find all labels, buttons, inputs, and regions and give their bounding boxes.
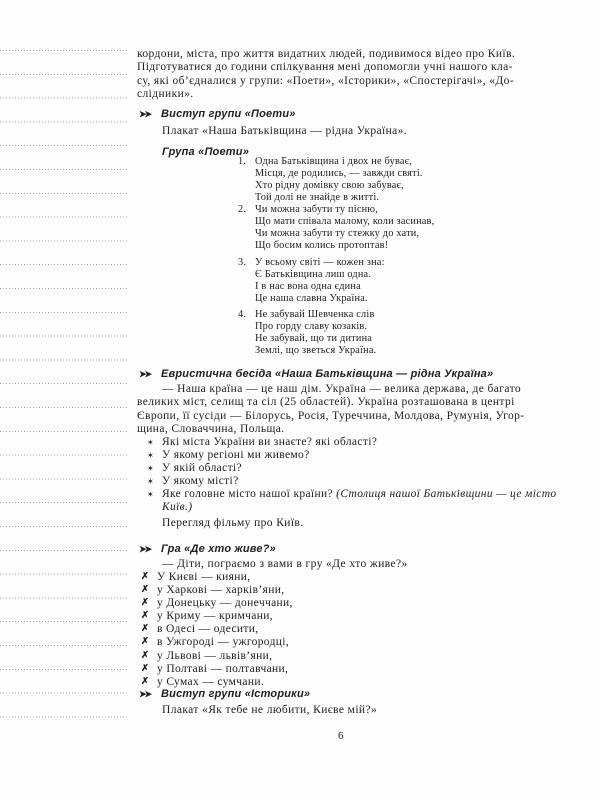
- star-bullet-icon: ✶: [147, 438, 155, 447]
- section-heading-historians: [137, 688, 589, 701]
- question-item: [137, 488, 589, 514]
- question-text: У якій області?: [162, 462, 242, 475]
- paragraph-line: Підготуватися до години спілкування мені допомогли учні нашого кла-: [137, 61, 513, 74]
- section-heading-poets: [137, 108, 589, 121]
- list-item-text: у Полтаві — полтавчани,: [157, 662, 289, 675]
- section-title: Виступ групи «Історики»: [161, 688, 311, 700]
- x-mark-icon: ✗: [141, 650, 150, 661]
- verse-text: Одна Батьківщина і двох не буває,: [255, 156, 413, 167]
- star-bullet-icon: ✶: [147, 464, 155, 474]
- verse-line: Місця, де родились, — завжди святі.: [255, 167, 423, 179]
- paragraph-line: великих міст, селищ та сіл (25 областей). Україна розташована в центрі: [137, 396, 515, 409]
- list-item-text: у Харкові — харків’яни,: [157, 584, 285, 597]
- verse-line: Землі, що зветься Україна.: [255, 344, 377, 356]
- question-text: У якому регіоні ми живемо?: [162, 449, 310, 462]
- verse-text: Не забувай Шевченка слів: [255, 309, 375, 320]
- stanza-number: 1.: [238, 156, 247, 167]
- poem-stanza: [238, 309, 568, 356]
- list-item-text: у Криму — кримчани,: [157, 610, 273, 623]
- list-item-text: в Одесі — одесити,: [157, 623, 259, 636]
- verse-line: Що мати співала малому, коли засинав,: [255, 215, 435, 227]
- question-item: [137, 462, 589, 475]
- list-item: [137, 650, 589, 663]
- section-heading-game: [137, 543, 589, 556]
- group-label: Група «Поети»: [162, 146, 250, 158]
- list-item-text: у Сумах — сумчани.: [157, 675, 265, 688]
- verse-line: [238, 204, 568, 216]
- verse-line: І в нас вона одна єдина: [255, 280, 361, 292]
- question-item: [137, 436, 589, 449]
- list-item: [137, 636, 589, 649]
- heuristic-paragraph: [137, 383, 589, 436]
- list-item-text: в Ужгороді — ужгородці,: [157, 636, 290, 649]
- question-text: Які міста України ви знаєте? які області?: [162, 436, 378, 448]
- verse-line: [238, 257, 568, 269]
- paragraph-line: слідники».: [137, 87, 194, 100]
- x-mark-icon: ✗: [141, 663, 150, 674]
- list-item-text: у Львові — львів’яни,: [157, 649, 273, 662]
- section-title: Гра «Де хто живе?»: [161, 543, 276, 555]
- list-item: [137, 571, 589, 584]
- list-item: [137, 597, 589, 610]
- verse-line: Хто рідну домівку свою забуває,: [255, 179, 404, 191]
- film-note: Перегляд фільму про Київ.: [162, 517, 304, 529]
- page-number: 6: [338, 730, 344, 742]
- verse-line: Що босим колись протоптав!: [255, 239, 389, 251]
- question-item: [137, 475, 589, 488]
- plakat-line: Плакат «Як тебе не любити, Києве мій?»: [162, 704, 378, 716]
- double-arrow-icon: ➤➤: [139, 109, 151, 119]
- double-arrow-icon: ➤➤: [139, 689, 151, 699]
- paragraph-line: кордони, міста, про життя видатних людей, подивимося відео про Київ.: [137, 48, 516, 60]
- list-item-text: у Донецьку — донеччани,: [157, 597, 293, 610]
- x-mark-icon: ✗: [141, 572, 150, 582]
- question-text-normal: Яке головне місто нашої країни?: [162, 488, 337, 501]
- poem-stanza: [238, 204, 568, 251]
- verse-line: [238, 309, 568, 321]
- verse-line: Є Батьківщина лиш одна.: [255, 268, 372, 280]
- stanza-number: 3.: [238, 257, 247, 268]
- x-mark-icon: ✗: [141, 611, 150, 622]
- list-item: [137, 663, 589, 676]
- note-margin-ruled-lines: [0, 50, 128, 718]
- list-item: [137, 610, 589, 623]
- poem-stanza: [238, 156, 568, 203]
- list-item-text: У Києві — кияни,: [157, 571, 251, 583]
- question-item: [137, 449, 589, 462]
- question-text: У якому місті?: [162, 475, 239, 488]
- x-mark-icon: ✗: [141, 624, 150, 635]
- verse-line: [238, 156, 568, 168]
- plakat-line: Плакат «Наша Батьківщина — рідна Україна».: [162, 125, 408, 137]
- x-mark-icon: ✗: [141, 676, 150, 687]
- city-residents-list: [137, 571, 589, 689]
- question-list: [137, 436, 589, 515]
- verse-text: Чи можна забути ту пісню,: [255, 204, 378, 215]
- verse-line: Чи можна забути ту стежку до хати,: [255, 227, 420, 239]
- stanza-number: 2.: [238, 204, 247, 215]
- verse-text: У всьому світі — кожен зна:: [255, 257, 385, 268]
- game-intro-line: — Діти, пограємо з вами в гру «Де хто живе?»: [162, 558, 408, 570]
- paragraph-line: щина, Словаччина, Польща.: [137, 422, 285, 435]
- star-bullet-icon: ✶: [147, 490, 155, 500]
- list-item: [137, 623, 589, 636]
- question-text: [162, 488, 589, 514]
- x-mark-icon: ✗: [141, 585, 150, 596]
- paragraph-line: су, які об’єдналися у групи: «Поети», «Історики», «Спостерігачі», «До-: [137, 74, 515, 87]
- verse-line: Це наша славна Україна.: [255, 292, 368, 304]
- double-arrow-icon: ➤➤: [139, 369, 151, 379]
- section-heading-heuristic: [137, 368, 589, 381]
- star-bullet-icon: ✶: [147, 477, 155, 487]
- x-mark-icon: ✗: [141, 637, 150, 648]
- section-title: Виступ групи «Поети»: [161, 108, 296, 120]
- list-item: [137, 676, 589, 689]
- star-bullet-icon: ✶: [147, 451, 155, 461]
- section-title: Евристична бесіда «Наша Батьківщина — рідна Україна»: [161, 368, 494, 380]
- verse-line: Не забувай, що ти дитина: [255, 332, 373, 344]
- poem-stanza: [238, 257, 568, 304]
- list-item: [137, 584, 589, 597]
- paragraph-line: — Наша країна — це наш дім. Україна — велика держава, де багато: [162, 383, 522, 395]
- paragraph-line: Європи, її сусіди — Білорусь, Росія, Туреччина, Молдова, Румунія, Угор-: [137, 409, 525, 422]
- verse-line: Той долі не знайде в житті.: [255, 191, 380, 203]
- question-text-italic: (Столиця нашої Батьківщини — це місто Київ.): [162, 488, 557, 514]
- intro-paragraph: [137, 48, 589, 101]
- stanza-number: 4.: [238, 309, 247, 320]
- verse-line: Про горду славу козаків.: [255, 320, 368, 332]
- x-mark-icon: ✗: [141, 598, 150, 609]
- double-arrow-icon: ➤➤: [139, 544, 151, 554]
